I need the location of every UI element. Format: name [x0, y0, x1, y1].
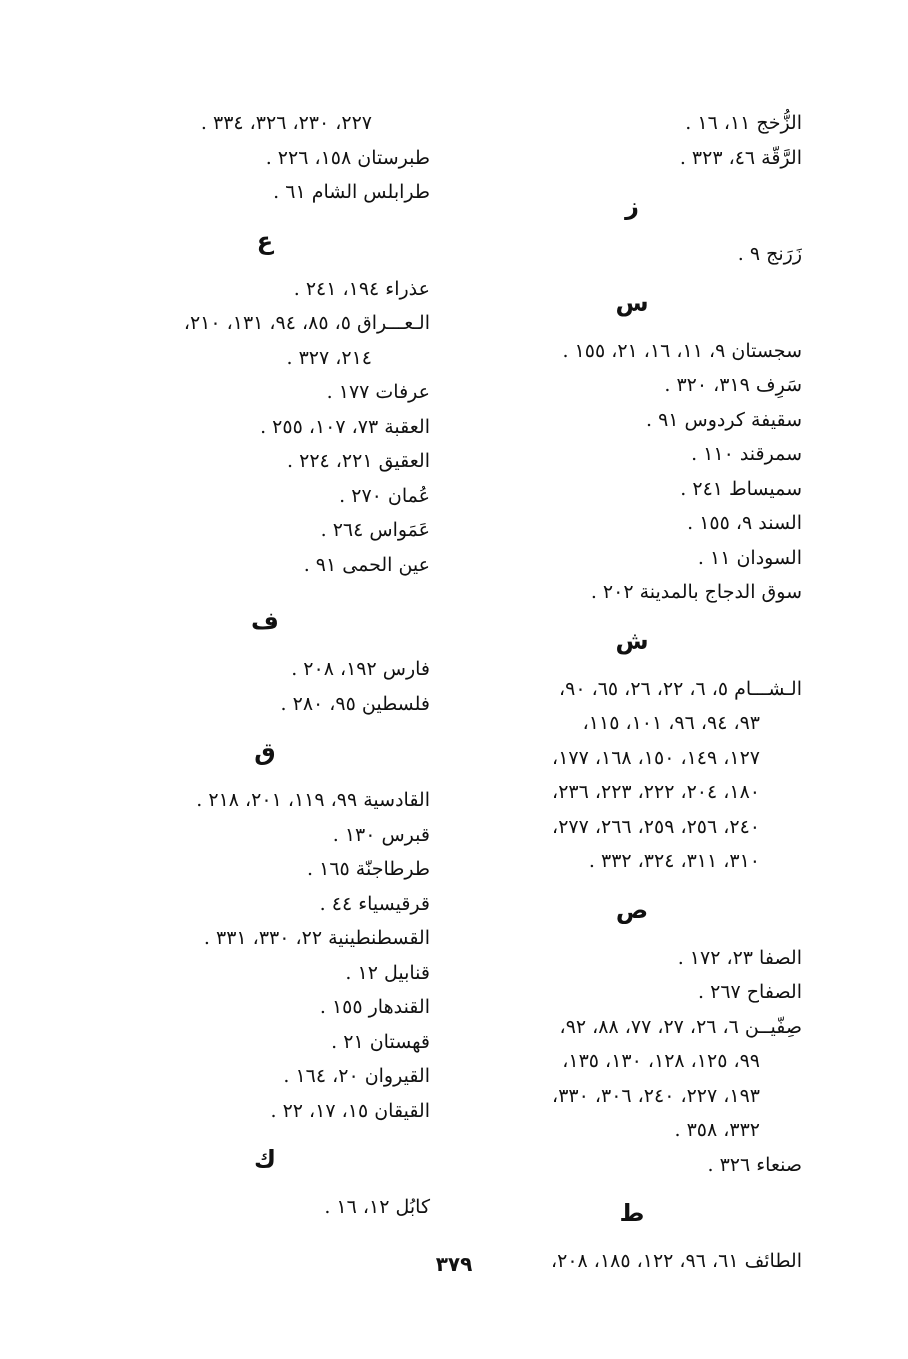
- letter-heading-zay: ز: [625, 192, 639, 220]
- index-entry: سقيفة كردوس ٩١ .: [645, 408, 802, 431]
- index-entry-continuation: ٣١٠، ٣١١، ٣٢٤، ٣٣٢ .: [588, 850, 760, 872]
- index-entry: السند ٩، ١٥٥ .: [687, 512, 802, 534]
- index-entry: عرفات ١٧٧ .: [326, 381, 430, 403]
- index-entry: السودان ١١ .: [697, 546, 802, 569]
- index-entry: قنابيل ١٢ .: [345, 961, 430, 984]
- index-entry: سجستان ٩، ١١، ١٦، ٢١، ١٥٥ .: [562, 339, 802, 362]
- index-entry: قهستان ٢١ .: [331, 1030, 430, 1053]
- index-entry: الصفا ٢٣، ١٧٢ .: [677, 946, 802, 969]
- index-entry: القيقان ١٥، ١٧، ٢٢ .: [270, 1099, 430, 1122]
- index-entry: صِفّيــن ٦، ٢٦، ٢٧، ٧٧، ٨٨، ٩٢،: [559, 1015, 802, 1038]
- index-entry: زَرَنج ٩ .: [737, 243, 802, 265]
- letter-heading-ain: ع: [256, 226, 274, 255]
- index-entry: عذراء ١٩٤، ٢٤١ .: [293, 277, 430, 300]
- index-entry: الزُّخج ١١، ١٦ .: [685, 112, 802, 134]
- letter-heading-sad: ص: [615, 895, 649, 924]
- letter-heading-sin: س: [615, 288, 649, 317]
- index-entry: طرابلس الشام ٦١ .: [273, 181, 430, 203]
- index-entry: سَرِف ٣١٩، ٣٢٠ .: [664, 374, 802, 396]
- index-entry-continuation: ٩٩، ١٢٥، ١٢٨، ١٣٠، ١٣٥،: [562, 1050, 760, 1072]
- index-entry: القيروان ٢٠، ١٦٤ .: [283, 1065, 430, 1087]
- index-entry: العقيق ٢٢١، ٢٢٤ .: [287, 450, 430, 472]
- index-entry-continuation: ١٨٠، ٢٠٤، ٢٢٢، ٢٢٣، ٢٣٦،: [552, 781, 760, 803]
- index-entry: سوق الدجاج بالمدينة ٢٠٢ .: [590, 581, 802, 603]
- index-entry: عُمان ٢٧٠ .: [339, 484, 430, 507]
- index-entry-continuation: ٢١٤، ٣٢٧ .: [286, 346, 372, 369]
- index-entry: طرطاجنّة ١٦٥ .: [307, 858, 430, 880]
- index-entry-continuation: ٢٤٠، ٢٥٦، ٢٥٩، ٢٦٦، ٢٧٧،: [552, 815, 760, 838]
- index-entry: الرَّقّة ٤٦، ٣٢٣ .: [679, 146, 802, 169]
- index-entry: الصفاح ٢٦٧ .: [698, 981, 802, 1003]
- index-entry: القادسية ٩٩، ١١٩، ٢٠١، ٢١٨ .: [196, 789, 430, 811]
- letter-heading-ta: ط: [619, 1199, 645, 1227]
- index-entry: قرقيسياء ٤٤ .: [319, 892, 430, 915]
- index-entry: الـعـــراق ٥، ٨٥، ٩٤، ١٣١، ٢١٠،: [183, 312, 430, 334]
- letter-heading-fa: ف: [251, 607, 279, 635]
- index-entry: الطائف ٦١، ٩٦، ١٢٢، ١٨٥، ٢٠٨،: [551, 1250, 802, 1272]
- index-entry-continuation: ٣٣٢، ٣٥٨ .: [674, 1119, 760, 1141]
- index-entry: عَمَواس ٢٦٤ .: [320, 519, 430, 541]
- index-entry-continuation: ١٩٣، ٢٢٧، ٢٤٠، ٣٠٦، ٣٣٠،: [552, 1084, 760, 1107]
- index-column-right: [462, 106, 802, 1279]
- index-entry: فارس ١٩٢، ٢٠٨ .: [291, 658, 430, 680]
- index-entry: سميساط ٢٤١ .: [680, 477, 802, 500]
- index-entry: صنعاء ٣٢٦ .: [707, 1153, 802, 1176]
- letter-heading-qaf: ق: [254, 738, 276, 766]
- index-entry: سمرقند ١١٠ .: [691, 443, 802, 465]
- index-column-left: [100, 106, 430, 1225]
- index-entry-continuation: ٢٢٧، ٢٣٠، ٣٢٦، ٣٣٤ .: [200, 112, 372, 134]
- index-entry: قبرس ١٣٠ .: [332, 823, 430, 846]
- index-entry: القسطنطينية ٢٢، ٣٣٠، ٣٣١ .: [203, 927, 430, 949]
- index-entry: الـشـــام ٥، ٦، ٢٢، ٢٦، ٦٥، ٩٠،: [558, 677, 802, 700]
- index-entry: طبرستان ١٥٨، ٢٢٦ .: [265, 146, 430, 169]
- index-entry-continuation: ١٢٧، ١٤٩، ١٥٠، ١٦٨، ١٧٧،: [552, 746, 760, 769]
- index-entry-continuation: ٩٣، ٩٤، ٩٦، ١٠١، ١١٥،: [582, 712, 760, 734]
- letter-heading-shin: ش: [615, 626, 649, 655]
- letter-heading-kaf: ك: [254, 1145, 276, 1173]
- index-entry: فلسطين ٩٥، ٢٨٠ .: [280, 692, 430, 715]
- page-number: ٣٧٩: [435, 1252, 473, 1276]
- index-entry: القندهار ١٥٥ .: [319, 996, 430, 1018]
- index-entry: كابُل ١٢، ١٦ .: [324, 1196, 430, 1218]
- index-entry: عين الحمى ٩١ .: [303, 553, 430, 576]
- index-entry: العقبة ٧٣، ١٠٧، ٢٥٥ .: [260, 415, 430, 438]
